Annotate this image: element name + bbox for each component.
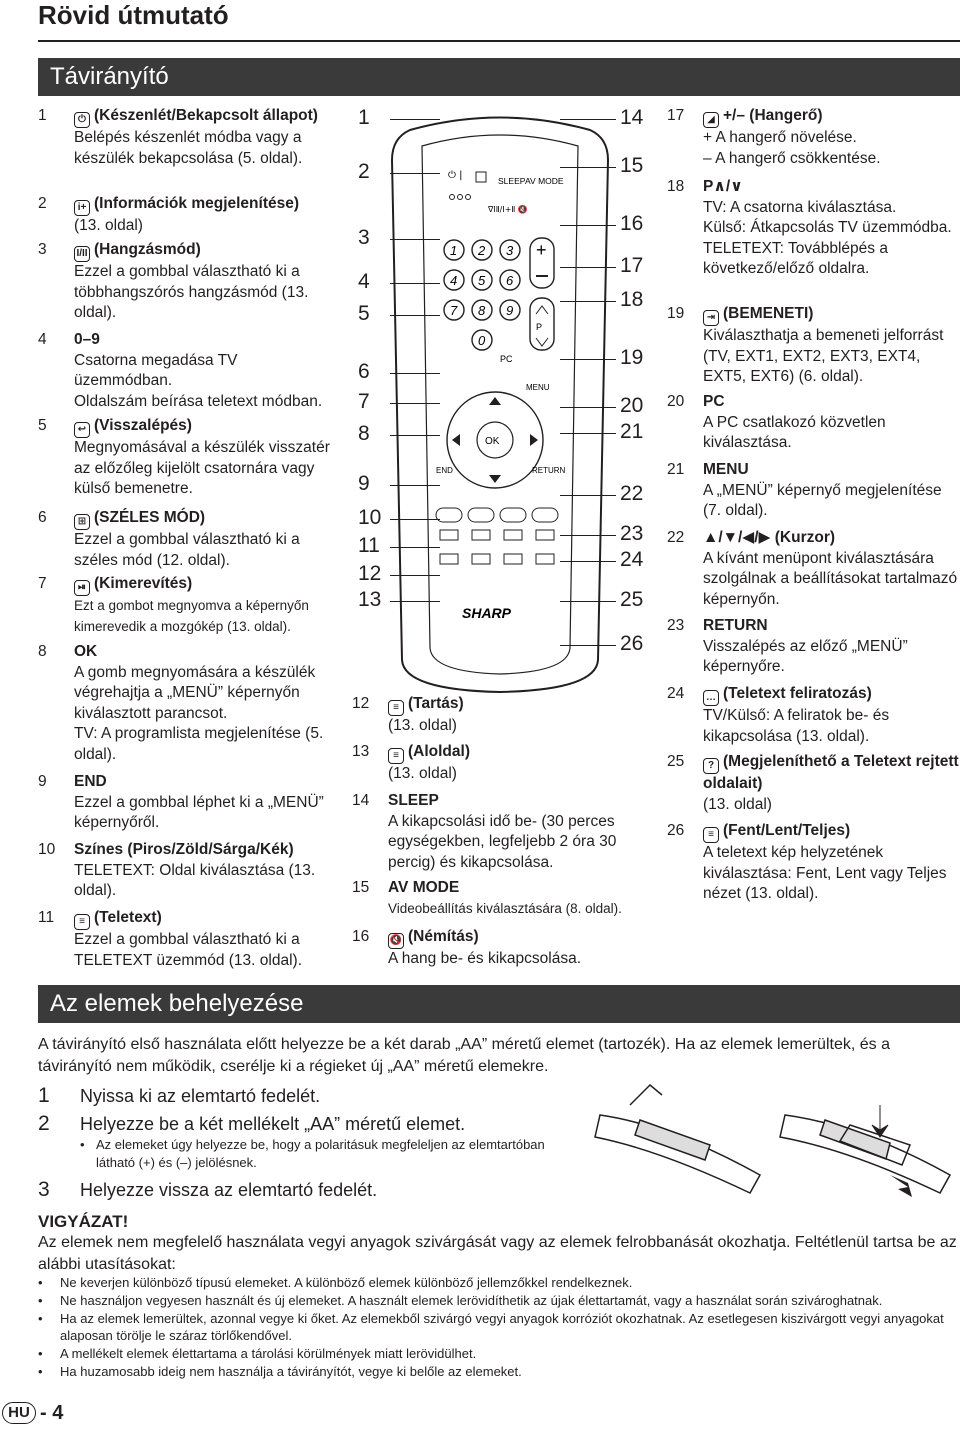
number-key-label: 9 <box>506 303 514 318</box>
button-glyph-icon: ? <box>703 758 719 774</box>
item-heading: (Készenlét/Bekapcsolt állapot) <box>94 107 318 124</box>
callout-leader <box>560 601 616 602</box>
button-glyph-icon: … <box>703 690 719 706</box>
callout-right-23: 23 <box>620 522 644 545</box>
callout-left-5: 5 <box>358 302 370 325</box>
bullet-icon: • <box>38 1310 43 1326</box>
item-22 <box>667 528 959 610</box>
callout-right-16: 16 <box>620 212 644 235</box>
item-heading: (Aloldal) <box>408 743 470 760</box>
callout-leader <box>390 173 440 174</box>
callout-leader <box>560 535 616 536</box>
item-number: 3 <box>38 241 47 258</box>
item-heading: (Visszalépés) <box>94 417 192 434</box>
item-26 <box>667 821 959 905</box>
item-text: Külső: Átkapcsolás TV üzemmódba. <box>703 219 952 237</box>
callout-leader <box>390 485 440 486</box>
button-glyph-icon: i+ <box>74 200 90 216</box>
pc-label: PC <box>500 354 513 364</box>
item-heading: MENU <box>703 461 749 478</box>
callout-leader <box>560 495 616 496</box>
callout-right-17: 17 <box>620 254 644 277</box>
button-glyph-icon: ⏯ <box>74 580 90 596</box>
item-text: A kikapcsolási idő be- (30 perces egységekben, legfeljebb 2 óra 30 percig) és kikapcsolása. <box>388 812 617 871</box>
callout-right-25: 25 <box>620 588 644 611</box>
callout-leader <box>560 119 616 120</box>
item-number: 19 <box>667 305 685 322</box>
sound-mode-icon: ∇ⅠⅡ/Ⅰ+Ⅱ 🔇 <box>488 205 528 214</box>
caution-bullet: • Ne használjon vegyesen használt és új elemeket. A használt elemek lerövidíthetik az újak élettartamát, vagy a használat során szivároghatnak. <box>38 1292 883 1308</box>
sharp-logo: SHARP <box>462 605 512 621</box>
title-rule <box>38 40 960 42</box>
callout-leader <box>390 283 440 284</box>
button-glyph-icon: ⇥ <box>703 310 719 326</box>
item-number: 12 <box>352 695 370 712</box>
bullet-icon: • <box>38 1346 43 1362</box>
callout-leader <box>560 359 616 360</box>
callout-left-7: 7 <box>358 390 370 413</box>
avmode-label: AV MODE <box>525 176 564 186</box>
callout-leader <box>390 575 440 576</box>
callout-right-14: 14 <box>620 106 644 129</box>
bullet-icon: • <box>38 1275 43 1290</box>
item-text: Ezzel a gombbal választható ki a többhangszórós hangzásmód (13. oldal). <box>74 263 309 322</box>
item-number: 5 <box>38 417 47 434</box>
callout-left-1: 1 <box>358 106 370 129</box>
callout-left-11: 11 <box>358 534 380 557</box>
callout-leader <box>560 301 616 302</box>
item-10 <box>38 840 338 902</box>
bullet-icon: • <box>38 1292 43 1308</box>
menu-label: MENU <box>526 383 550 392</box>
item-text: Visszalépés az előző „MENÜ” képernyőre. <box>703 637 908 676</box>
item-heading: 0–9 <box>74 331 100 348</box>
item-4 <box>38 330 338 412</box>
item-number: 7 <box>38 575 47 592</box>
section-header-remote: Távirányító <box>38 58 960 96</box>
battery-intro: A távirányító első használata előtt helyezze be a két darab „AA” méretű elemet (tartozék). Ha az elemek lemerültek, és a távirányító nem működik, cserélje ki a régieket új „AA” méretű elemekre. <box>38 1036 890 1075</box>
item-heading: (Kimerevítés) <box>94 575 193 592</box>
item-18 <box>667 177 959 280</box>
item-number: 18 <box>667 178 685 195</box>
section-header-battery: Az elemek behelyezése <box>38 985 960 1023</box>
item-number: 23 <box>667 617 685 634</box>
button-glyph-icon: ≡ <box>388 700 404 716</box>
caution-bullet: • Ha huzamosabb ideig nem használja a távirányítót, vegye ki belőle az elemeket. <box>38 1363 522 1379</box>
button-glyph-icon: ◢ <box>703 112 719 128</box>
callout-leader <box>390 519 440 520</box>
number-key-label: 1 <box>450 243 458 258</box>
callout-right-15: 15 <box>620 154 644 177</box>
item-text: A teletext kép helyzetének kiválasztása: Fent, Lent vagy Teljes nézet (13. oldal). <box>703 844 947 903</box>
item-text: TELETEXT: Továbblépés a következő/előző oldalra. <box>703 239 888 278</box>
callout-leader <box>390 601 440 602</box>
callout-left-4: 4 <box>358 270 370 293</box>
item-6 <box>38 508 338 571</box>
item-9 <box>38 772 338 834</box>
callout-right-22: 22 <box>620 482 644 505</box>
return-label: RETURN <box>532 466 566 475</box>
item-heading: (SZÉLES MÓD) <box>94 509 206 526</box>
callout-leader <box>390 373 440 374</box>
item-heading: AV MODE <box>388 879 460 896</box>
bullet-icon: • <box>38 1363 43 1379</box>
caution-bullets <box>38 1274 958 1381</box>
number-key-label: 8 <box>478 303 486 318</box>
item-number: 15 <box>352 879 370 896</box>
item-heading: (Megjeleníthető a Teletext rejtett oldalait) <box>703 753 959 792</box>
item-number: 22 <box>667 529 685 546</box>
item-7 <box>38 574 338 637</box>
item-heading: ▲/▼/◀/▶ (Kurzor) <box>703 529 836 546</box>
item-number: 21 <box>667 461 685 478</box>
item-number: 14 <box>352 792 370 809</box>
callout-leader <box>390 403 440 404</box>
callout-leader <box>390 119 440 120</box>
item-11 <box>38 908 338 971</box>
battery-illustration <box>590 1075 960 1205</box>
caution-text: Az elemek nem megfelelő használata vegyi anyagok szivárgását vagy az elemek felrobbanását okozhatja. Feltétlenül tartsa be az alábbi utasításokat: <box>38 1234 957 1273</box>
item-text: TV/Külső: A feliratok be- és kikapcsolása (13. oldal). <box>703 707 890 745</box>
callout-right-20: 20 <box>620 394 644 417</box>
number-key-label: 5 <box>478 273 486 288</box>
page-title: Rövid útmutató <box>38 0 229 30</box>
item-text: A kívánt menüpont kiválasztására szolgálnak a beállításokat tartalmazó képernyőn. <box>703 549 958 608</box>
callout-right-26: 26 <box>620 632 644 655</box>
item-text: Kiválaszthatja a bemeneti jelforrást (TV, EXT1, EXT2, EXT3, EXT4, EXT5, EXT6) (6. oldal). <box>703 327 944 386</box>
item-25 <box>667 752 959 815</box>
item-heading: (Hangzásmód) <box>94 241 201 258</box>
item-number: 16 <box>352 928 370 945</box>
item-text: – A hangerő csökkentése. <box>703 149 881 167</box>
callout-leader <box>560 407 616 408</box>
item-text: (13. oldal) <box>74 217 143 234</box>
callout-leader <box>560 225 616 226</box>
item-heading: (Teletext) <box>94 909 162 926</box>
language-badge: HU <box>2 1402 36 1424</box>
item-number: 10 <box>38 841 56 858</box>
item-text: (13. oldal) <box>703 795 772 813</box>
item-number: 2 <box>38 195 47 212</box>
item-text: Belépés készenlét módba vagy a készülék bekapcsolása (5. oldal). <box>74 129 303 167</box>
item-20 <box>667 392 959 454</box>
item-text: Megnyomásával a készülék visszatér az előzőleg kijelölt csatornára vagy külső bemenetre. <box>74 439 330 498</box>
item-heading: OK <box>74 643 98 660</box>
item-number: 11 <box>38 909 55 926</box>
volume-up-icon: + <box>536 240 547 260</box>
callout-leader <box>560 167 616 168</box>
item-3 <box>38 240 338 324</box>
item-number: 1 <box>38 107 47 124</box>
callout-right-18: 18 <box>620 288 644 311</box>
number-key-label: 2 <box>478 243 486 258</box>
number-key-label: 6 <box>506 273 514 288</box>
button-glyph-icon: ≡ <box>703 827 719 843</box>
remote-illustration <box>340 100 660 700</box>
page-number: - 4 <box>40 1402 64 1424</box>
item-text: + A hangerő növelése. <box>703 129 857 146</box>
item-number: 25 <box>667 753 685 770</box>
item-24 <box>667 684 959 747</box>
item-heading: Színes (Piros/Zöld/Sárga/Kék) <box>74 841 294 858</box>
item-16 <box>352 927 652 970</box>
callout-right-24: 24 <box>620 548 644 571</box>
item-23 <box>667 616 959 678</box>
callout-leader <box>560 645 616 646</box>
item-number: 6 <box>38 509 47 526</box>
end-label: END <box>436 466 453 475</box>
item-17 <box>667 106 959 169</box>
sleep-label: SLEEP <box>498 176 526 186</box>
item-heading: SLEEP <box>388 792 439 809</box>
item-text: Videobeállítás kiválasztására (8. oldal). <box>388 900 622 916</box>
button-glyph-icon: 🔇 <box>388 933 404 949</box>
item-text: (13. oldal) <box>388 717 457 734</box>
item-text: A gomb megnyomására a készülék végrehajtja a „MENÜ” képernyőn kiválasztott parancsot. <box>74 663 316 722</box>
channel-p-label: P <box>536 322 543 332</box>
item-text: Ezzel a gombbal választható ki a TELETEXT üzemmód (13. oldal). <box>74 931 302 969</box>
item-number: 26 <box>667 822 685 839</box>
item-heading: (BEMENETI) <box>723 305 814 322</box>
number-key-label: 7 <box>450 303 458 318</box>
item-text: Csatorna megadása TV üzemmódban. <box>74 351 238 390</box>
callout-leader <box>390 239 440 240</box>
button-glyph-icon: ⏻ <box>74 112 90 128</box>
callout-leader <box>390 547 440 548</box>
item-number: 8 <box>38 643 47 660</box>
callout-left-8: 8 <box>358 422 370 445</box>
callout-left-12: 12 <box>358 562 382 585</box>
callout-left-9: 9 <box>358 472 370 495</box>
ok-label: OK <box>485 436 500 447</box>
item-text: Ezzel a gombbal választható ki a széles mód (12. oldal). <box>74 531 300 569</box>
item-heading: RETURN <box>703 617 768 634</box>
item-1 <box>38 106 338 169</box>
callout-leader <box>560 267 616 268</box>
item-text: TV: A programlista megjelenítése (5. oldal). <box>74 725 324 763</box>
item-14 <box>352 791 652 873</box>
item-text: Ezt a gombot megnyomva a képernyőn kimerevedik a mozgókép (13. oldal). <box>74 598 309 634</box>
item-heading: (Teletext feliratozás) <box>723 685 872 702</box>
item-number: 9 <box>38 773 47 790</box>
item-5 <box>38 416 338 500</box>
item-heading: END <box>74 773 107 790</box>
item-13 <box>352 742 652 785</box>
item-text: Oldalszám beírása teletext módban. <box>74 392 323 410</box>
item-text: A „MENÜ” képernyő megjelenítése (7. oldal). <box>703 481 942 520</box>
item-text: A hang be- és kikapcsolása. <box>388 950 582 967</box>
callout-right-21: 21 <box>620 420 644 443</box>
item-text: A PC csatlakozó közvetlen kiválasztása. <box>703 413 886 452</box>
item-number: 17 <box>667 107 685 124</box>
item-heading: (Fent/Lent/Teljes) <box>723 822 851 839</box>
battery-step-2-note: • Az elemeket úgy helyezze be, hogy a polaritásuk megfeleljen az elemtartóban látható (+) és (–) jelölésnek. <box>80 1137 545 1170</box>
caution-bullet: • Ha az elemek lemerültek, azonnal vegye ki őket. Az elemekből szivárgó vegyi anyagok korróziót okozhatnak. Az esetlegesen kiszivárgott vegyi anyagokat alaposan törölje le száraz törlőkendővel. <box>38 1310 944 1344</box>
caution-title: VIGYÁZAT! <box>38 1212 129 1231</box>
power-icon: ⏻ | <box>448 170 463 181</box>
item-15 <box>352 878 652 919</box>
callout-leader <box>390 315 440 316</box>
item-number: 24 <box>667 685 685 702</box>
button-glyph-icon: I/II <box>74 246 90 262</box>
button-glyph-icon: ⊞ <box>74 514 90 530</box>
item-heading: P∧/∨ <box>703 178 743 195</box>
callout-right-19: 19 <box>620 346 644 369</box>
callout-left-13: 13 <box>358 588 382 611</box>
item-text: TELETEXT: Oldal kiválasztása (13. oldal). <box>74 861 316 900</box>
number-key-label: 0 <box>478 333 486 348</box>
number-key-label: 3 <box>506 243 514 258</box>
item-heading: (Információk megjelenítése) <box>94 195 300 212</box>
item-heading: PC <box>703 393 725 410</box>
item-heading: (Tartás) <box>408 695 464 712</box>
item-number: 4 <box>38 331 47 348</box>
item-text: TV: A csatorna kiválasztása. <box>703 198 897 216</box>
callout-leader <box>560 561 616 562</box>
callout-left-10: 10 <box>358 506 382 529</box>
button-glyph-icon: ↩ <box>74 422 90 438</box>
item-19 <box>667 304 959 388</box>
item-number: 20 <box>667 393 685 410</box>
item-text: Ezzel a gombbal léphet ki a „MENÜ” képernyőről. <box>74 793 324 832</box>
callout-leader <box>390 435 440 436</box>
callout-leader <box>560 433 616 434</box>
callout-left-3: 3 <box>358 226 370 249</box>
number-key-label: 4 <box>450 273 458 288</box>
item-text: (13. oldal) <box>388 765 457 782</box>
item-8 <box>38 642 338 766</box>
callout-left-6: 6 <box>358 360 370 383</box>
item-heading: (Némítás) <box>408 928 479 945</box>
button-glyph-icon: ≡ <box>388 748 404 764</box>
item-12 <box>352 694 652 737</box>
button-glyph-icon: ≡ <box>74 914 90 930</box>
caution-bullet: • A mellékelt elemek élettartama a tárolási körülmények miatt lerövidülhet. <box>38 1346 477 1362</box>
callout-left-2: 2 <box>358 160 370 183</box>
item-21 <box>667 460 959 522</box>
item-2 <box>38 194 338 237</box>
item-heading: +/– (Hangerő) <box>723 107 823 124</box>
item-number: 13 <box>352 743 370 760</box>
caution-bullet: • Ne keverjen különböző típusú elemeket. A különböző elemek különböző jellemzőkkel rendelkeznek. <box>38 1275 633 1290</box>
